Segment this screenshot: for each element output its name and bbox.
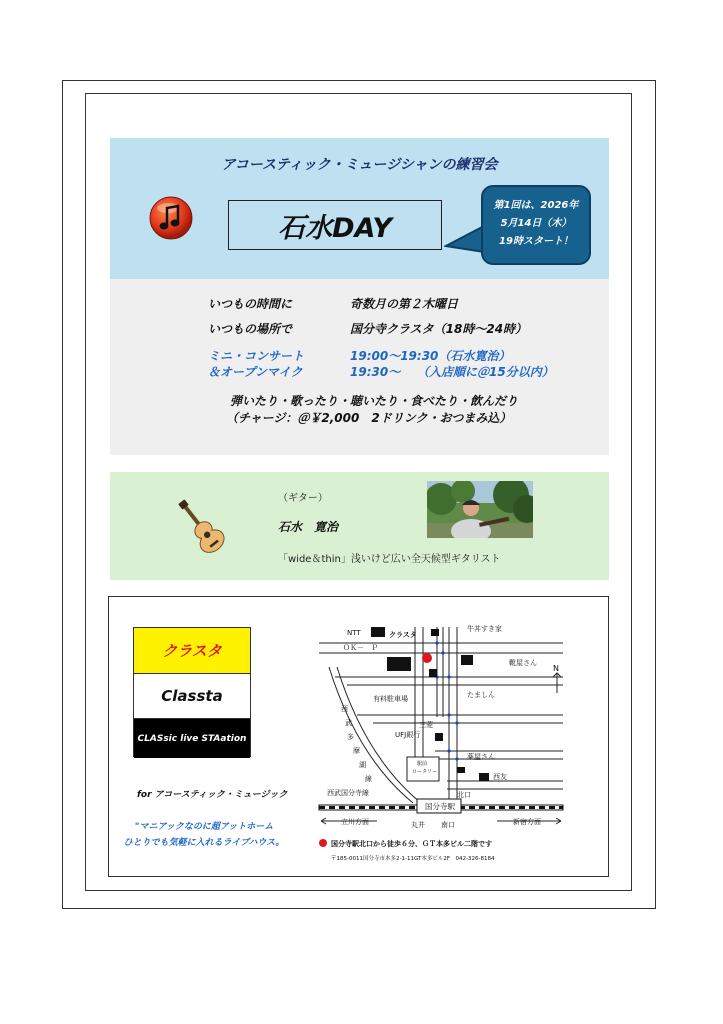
map-label-shinjuku: 新宿方面 bbox=[513, 818, 541, 826]
guitarist-name: 石水 寛治 bbox=[278, 520, 339, 534]
map-label-minamiguchi: 南口 bbox=[441, 821, 455, 829]
map-label-tamako-1: 西 bbox=[341, 705, 348, 713]
map-label-station-front: 駅前 bbox=[417, 761, 428, 767]
tagline-line-1: "マニアックなのに超アットホーム bbox=[134, 822, 274, 832]
logo-japanese: クラスタ bbox=[134, 628, 250, 674]
tagline-line-2: ひとりでも気軽に入れるライブハウス。 bbox=[123, 838, 285, 848]
map-label-rotary: ロータリー bbox=[412, 769, 438, 775]
header-panel bbox=[110, 138, 609, 279]
bubble-line-1: 第1回は、2026年 bbox=[493, 200, 579, 211]
map-label-okp: ＯＫ－ Ｐ bbox=[343, 644, 378, 652]
map-label-mitsubishi: 三菱 bbox=[419, 721, 433, 729]
for-acoustic-text: for アコースティック・ミュージック bbox=[137, 790, 288, 800]
classta-logo bbox=[133, 627, 251, 757]
ufj-building bbox=[435, 733, 443, 741]
map-roads bbox=[319, 627, 563, 803]
logo-tagline: CLASsic live STAation bbox=[134, 719, 250, 758]
time-value: 奇数月の第２木曜日 bbox=[350, 297, 459, 311]
bubble-tail bbox=[444, 222, 486, 262]
logo-english: Classta bbox=[134, 674, 250, 719]
map-label-tamako-6: 線 bbox=[365, 775, 372, 783]
map-label-seiyu: 西友 bbox=[493, 773, 507, 781]
access-directions: 国分寺駅北口から徒歩６分、ＧＴ本多ビル二階です bbox=[331, 840, 492, 848]
map-label-classta: クラスタ bbox=[389, 631, 417, 639]
music-note-icon bbox=[148, 195, 194, 241]
venue-panel bbox=[108, 596, 609, 877]
time-label: いつもの時間に bbox=[208, 297, 293, 311]
tamashin-building bbox=[429, 669, 437, 677]
drugstore-building bbox=[457, 767, 465, 773]
map-label-parking: 有料駐車場 bbox=[373, 695, 408, 703]
activities-text: 弾いたり・歌ったり・聴いたり・食べたり・飲んだり bbox=[230, 394, 519, 408]
map-label-kokubunji-line: 西武国分寺線 bbox=[327, 789, 369, 797]
acoustic-guitar-icon bbox=[164, 496, 234, 556]
parking-building bbox=[387, 657, 411, 671]
map-dots bbox=[435, 641, 458, 760]
access-map bbox=[317, 607, 601, 867]
map-label-station: 国分寺駅 bbox=[425, 802, 455, 811]
map-label-north: N bbox=[553, 664, 559, 673]
map-label-kitaguchi: 北口 bbox=[457, 791, 471, 799]
concert-value: 19:00～19:30（石水寛治） bbox=[350, 349, 511, 363]
map-label-tamako-4: 摩 bbox=[353, 747, 360, 755]
bubble-line-2: 5月14日（木） bbox=[500, 218, 572, 229]
event-title: 石水DAY bbox=[228, 200, 442, 250]
map-label-tamako-2: 武 bbox=[345, 719, 352, 727]
guitarist-panel bbox=[110, 472, 609, 580]
bubble-line-3: 19時スタート！ bbox=[499, 236, 573, 247]
map-label-ufj: UFJ銀行 bbox=[395, 731, 421, 739]
openmic-time: 19:30～ bbox=[350, 365, 401, 379]
guitarist-role: （ギター） bbox=[278, 493, 328, 504]
place-label: いつもの場所で bbox=[208, 322, 293, 336]
map-label-tamako-5: 湖 bbox=[359, 761, 366, 769]
map-label-shoes: 靴屋さん bbox=[509, 659, 537, 667]
venue-address: 〒185-0011国分寺市本多2-1-11GT本多ビル2F 042-326-8184 bbox=[331, 856, 495, 862]
map-label-ntt: NTT bbox=[347, 629, 361, 637]
gyudon-building bbox=[431, 629, 439, 636]
charge-text: （チャージ：＠￥2,000 2ドリンク・おつまみ込） bbox=[226, 411, 512, 425]
map-label-tachikawa: 立川方面 bbox=[341, 818, 369, 826]
map-label-gyudon: 牛丼すき家 bbox=[467, 625, 502, 633]
seiyu-building bbox=[479, 773, 489, 781]
classta-location-marker bbox=[422, 653, 432, 663]
map-label-tamako-3: 多 bbox=[347, 733, 354, 741]
openmic-label: ＆オープンマイク bbox=[208, 365, 303, 379]
ntt-building bbox=[371, 627, 385, 637]
guitarist-photo bbox=[427, 481, 533, 538]
concert-label: ミニ・コンサート bbox=[208, 349, 305, 363]
guitarist-description: 「wide＆thin」浅いけど広い全天候型ギタリスト bbox=[278, 554, 501, 565]
place-value: 国分寺クラスタ（18時～24時） bbox=[350, 322, 528, 336]
first-session-bubble bbox=[481, 185, 591, 265]
access-marker-icon bbox=[319, 839, 327, 847]
schedule-panel bbox=[110, 279, 609, 455]
map-label-drugstore: 薬屋さん bbox=[467, 753, 495, 761]
map-label-marui: 丸井 bbox=[411, 821, 425, 829]
openmic-note: （入店順に＠15分以内） bbox=[417, 365, 554, 379]
event-subtitle: アコースティック・ミュージシャンの練習会 bbox=[221, 157, 498, 173]
shoe-shop-building bbox=[461, 655, 473, 665]
map-label-tamashin: たましん bbox=[467, 691, 495, 699]
